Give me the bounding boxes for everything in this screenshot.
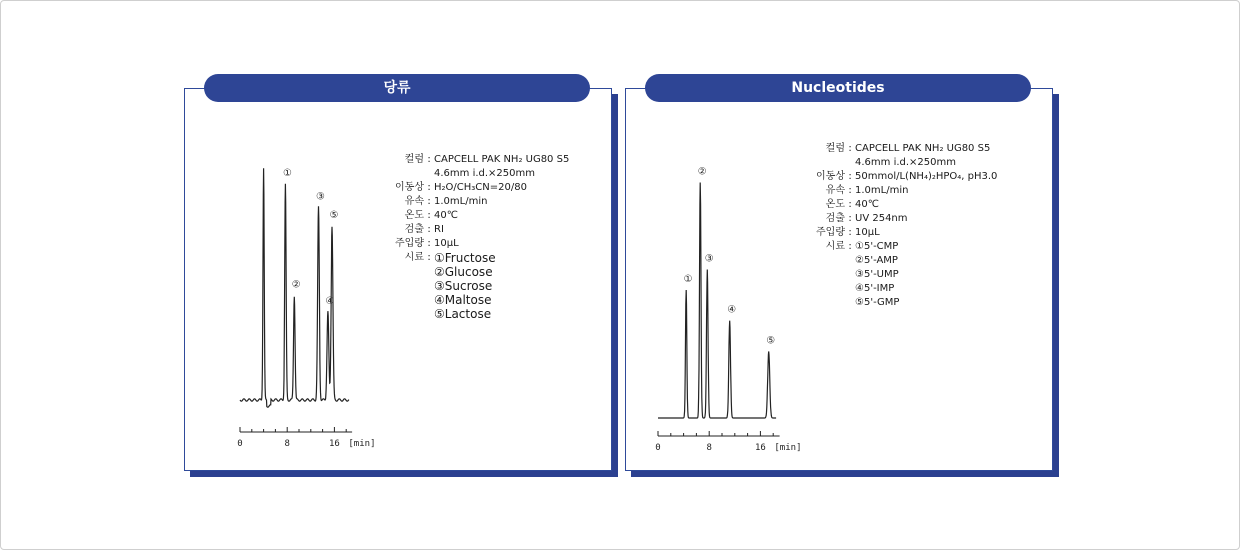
nucleotides-chromatogram xyxy=(650,140,810,460)
condition-colon: : xyxy=(427,196,431,207)
condition-value: 10μL xyxy=(855,227,880,238)
condition-key xyxy=(797,282,845,296)
peak-label: ② xyxy=(291,279,301,291)
condition-row xyxy=(376,279,569,293)
condition-value: ⑤5'-GMP xyxy=(855,297,900,308)
condition-row xyxy=(797,296,997,310)
condition-value: 40℃ xyxy=(855,199,879,210)
condition-row xyxy=(797,240,997,254)
condition-key xyxy=(797,254,845,268)
condition-value: 10μL xyxy=(434,238,459,249)
condition-value: 40℃ xyxy=(434,210,458,221)
condition-colon: : xyxy=(848,143,852,154)
condition-value: CAPCELL PAK NH₂ UG80 S5 xyxy=(855,143,991,154)
condition-colon: : xyxy=(848,185,852,196)
condition-row xyxy=(376,237,569,251)
condition-key: 온도 xyxy=(404,210,424,221)
sugar-panel-title: 당류 xyxy=(204,74,590,102)
condition-colon: : xyxy=(427,252,431,263)
condition-row xyxy=(797,254,997,268)
condition-colon xyxy=(845,156,855,170)
condition-key: 주입량 xyxy=(816,227,845,238)
condition-row xyxy=(376,223,569,237)
condition-row xyxy=(376,195,569,209)
condition-value: RI xyxy=(434,224,444,235)
condition-row xyxy=(376,265,569,279)
condition-value: ③Sucrose xyxy=(434,279,493,293)
condition-key: 컬럼 xyxy=(825,143,845,154)
condition-value: 50mmol/L(NH₄)₂HPO₄, pH3.0 xyxy=(855,171,998,182)
condition-value: H₂O/CH₃CN=20/80 xyxy=(434,182,527,193)
condition-row xyxy=(797,142,997,156)
condition-colon xyxy=(424,307,434,321)
condition-row xyxy=(376,181,569,195)
condition-colon: : xyxy=(427,154,431,165)
condition-colon: : xyxy=(848,199,852,210)
x-tick-label: 16 xyxy=(328,439,340,449)
condition-key xyxy=(797,296,845,310)
condition-key xyxy=(797,268,845,282)
condition-key xyxy=(376,167,424,181)
nucleotides-conditions xyxy=(797,142,997,310)
peak-label: ③ xyxy=(315,191,325,203)
condition-key xyxy=(376,265,424,279)
condition-row xyxy=(376,209,569,223)
peak-label: ④ xyxy=(727,304,737,316)
peak-label: ③ xyxy=(704,253,714,265)
nucleotides-panel-title: Nucleotides xyxy=(645,74,1031,102)
condition-key: 온도 xyxy=(825,199,845,210)
condition-key: 이동상 xyxy=(395,182,424,193)
peak-label: ④ xyxy=(325,295,335,307)
condition-value: ①Fructose xyxy=(434,251,496,265)
sugar-chromatogram xyxy=(230,160,380,460)
condition-row xyxy=(797,184,997,198)
condition-row xyxy=(376,307,569,321)
condition-row xyxy=(797,268,997,282)
condition-key: 유속 xyxy=(404,196,424,207)
condition-row xyxy=(797,170,997,184)
peak-label: ② xyxy=(697,166,707,178)
condition-value: 4.6mm i.d.×250mm xyxy=(434,168,535,179)
condition-key: 시료 xyxy=(404,252,424,263)
peak-label: ① xyxy=(683,274,693,285)
condition-key: 유속 xyxy=(825,185,845,196)
condition-key: 검출 xyxy=(404,224,424,235)
condition-key: 컬럼 xyxy=(404,154,424,165)
condition-colon xyxy=(845,254,855,268)
condition-colon xyxy=(424,167,434,181)
condition-row xyxy=(376,153,569,167)
condition-value: ④Maltose xyxy=(434,293,492,307)
sugar-conditions xyxy=(376,153,569,321)
condition-row xyxy=(797,198,997,212)
condition-colon xyxy=(845,268,855,282)
condition-value: ④5'-IMP xyxy=(855,283,895,294)
condition-value: ①5'-CMP xyxy=(855,241,899,252)
condition-colon: : xyxy=(427,210,431,221)
condition-value: 1.0mL/min xyxy=(434,196,488,207)
condition-key xyxy=(376,279,424,293)
condition-key: 주입량 xyxy=(395,238,424,249)
condition-key: 검출 xyxy=(825,213,845,224)
x-tick-label: 0 xyxy=(655,443,661,453)
condition-row xyxy=(797,226,997,240)
x-tick-label: 8 xyxy=(284,439,290,449)
condition-colon: : xyxy=(848,241,852,252)
condition-value: ③5'-UMP xyxy=(855,269,899,280)
condition-key xyxy=(797,156,845,170)
condition-row xyxy=(376,167,569,181)
condition-value: ②5'-AMP xyxy=(855,255,898,266)
condition-value: ②Glucose xyxy=(434,265,493,279)
condition-colon: : xyxy=(427,224,431,235)
condition-key: 시료 xyxy=(825,241,845,252)
x-tick-label: 16 xyxy=(754,443,766,453)
condition-colon xyxy=(424,279,434,293)
x-tick-label: 0 xyxy=(237,439,243,449)
condition-row xyxy=(797,212,997,226)
condition-row xyxy=(797,156,997,170)
condition-key xyxy=(376,293,424,307)
condition-colon: : xyxy=(427,238,431,249)
condition-colon: : xyxy=(427,182,431,193)
peak-label: ⑤ xyxy=(766,335,776,347)
condition-row xyxy=(797,282,997,296)
peak-label: ① xyxy=(282,168,292,180)
condition-value: ⑤Lactose xyxy=(434,307,492,321)
condition-colon: : xyxy=(848,171,852,182)
condition-key xyxy=(376,307,424,321)
condition-value: UV 254nm xyxy=(855,213,908,224)
x-tick-label: 8 xyxy=(706,443,712,453)
condition-key: 이동상 xyxy=(816,171,845,182)
condition-colon: : xyxy=(848,213,852,224)
peak-label: ⑤ xyxy=(329,210,339,221)
chromatogram-trace xyxy=(658,183,776,419)
condition-value: 1.0mL/min xyxy=(855,185,909,196)
condition-colon xyxy=(845,282,855,296)
condition-value: CAPCELL PAK NH₂ UG80 S5 xyxy=(434,154,570,165)
condition-colon xyxy=(424,265,434,279)
condition-row xyxy=(376,293,569,307)
condition-colon xyxy=(424,293,434,307)
x-axis-label: [min] xyxy=(348,439,376,449)
condition-colon: : xyxy=(848,227,852,238)
x-axis-label: [min] xyxy=(774,443,802,453)
condition-colon xyxy=(845,296,855,310)
condition-row xyxy=(376,251,569,265)
condition-value: 4.6mm i.d.×250mm xyxy=(855,157,956,168)
